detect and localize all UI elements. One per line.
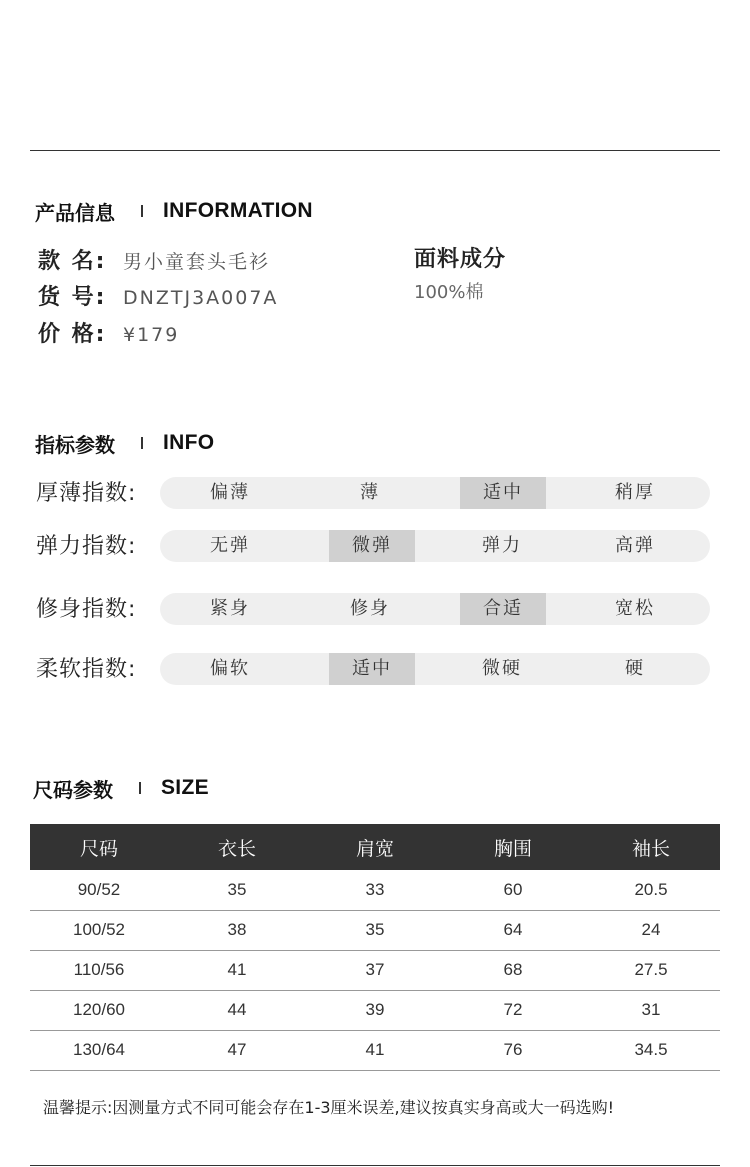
table-header-cell: 肩宽 (306, 824, 444, 870)
metric-option: 无弹 (210, 535, 250, 556)
item-code-row (38, 280, 278, 311)
item-code-label: 货 号: (38, 285, 107, 310)
metric-label: 柔软指数: (36, 657, 137, 682)
table-cell: 41 (306, 1030, 444, 1070)
size-section-title (33, 773, 209, 803)
section-title-en: INFO (163, 431, 215, 454)
metric-option-selected: 合适 (460, 593, 546, 625)
table-header-row (30, 824, 720, 870)
table-cell: 33 (306, 870, 444, 910)
metric-label: 弹力指数: (36, 534, 137, 559)
price-row (38, 317, 179, 348)
table-cell: 60 (444, 870, 582, 910)
table-row (30, 870, 720, 910)
metric-option-selected: 微弹 (329, 530, 415, 562)
table-cell: 24 (582, 910, 720, 950)
table-cell: 31 (582, 990, 720, 1030)
style-name-value: 男小童套头毛衫 (123, 251, 271, 273)
table-header-cell: 胸围 (444, 824, 582, 870)
section-title-cn: 尺码参数 (33, 777, 113, 802)
metric-label: 修身指数: (36, 597, 137, 622)
section-title-cn: 产品信息 (35, 200, 115, 225)
metric-option-selected: 适中 (460, 477, 546, 509)
table-cell: 34.5 (582, 1030, 720, 1070)
fit-index-row (36, 593, 710, 627)
table-row (30, 910, 720, 950)
style-name-row (38, 244, 270, 275)
metric-option: 弹力 (482, 535, 522, 556)
table-cell: 110/56 (30, 950, 168, 990)
table-cell: 39 (306, 990, 444, 1030)
metric-scale-bar (160, 653, 710, 685)
table-cell: 100/52 (30, 910, 168, 950)
information-section-title (35, 196, 313, 226)
metric-option: 偏薄 (210, 482, 250, 503)
table-row (30, 1030, 720, 1070)
table-cell: 38 (168, 910, 306, 950)
table-cell: 35 (168, 870, 306, 910)
table-cell: 47 (168, 1030, 306, 1070)
table-header-cell: 尺码 (30, 824, 168, 870)
table-cell: 120/60 (30, 990, 168, 1030)
metric-label: 厚薄指数: (36, 481, 137, 506)
metric-option: 偏软 (210, 658, 250, 679)
metric-option: 高弹 (615, 535, 655, 556)
table-cell: 27.5 (582, 950, 720, 990)
elasticity-index-row (36, 530, 710, 564)
fabric-value: 100%棉 (414, 282, 484, 303)
softness-index-row (36, 653, 710, 687)
table-cell: 64 (444, 910, 582, 950)
table-cell: 90/52 (30, 870, 168, 910)
section-title-cn: 指标参数 (35, 432, 115, 457)
metric-option: 硬 (625, 658, 645, 679)
table-cell: 130/64 (30, 1030, 168, 1070)
fabric-title: 面料成分 (414, 247, 507, 272)
title-separator (141, 437, 143, 449)
metric-option: 微硬 (482, 658, 522, 679)
thickness-index-row (36, 477, 710, 511)
table-cell: 44 (168, 990, 306, 1030)
table-cell: 72 (444, 990, 582, 1030)
bottom-divider (30, 1165, 720, 1166)
section-title-en: INFORMATION (163, 199, 313, 222)
metric-scale-bar (160, 593, 710, 625)
metric-option: 宽松 (615, 598, 655, 619)
table-row (30, 990, 720, 1030)
table-cell: 76 (444, 1030, 582, 1070)
top-divider (30, 150, 720, 151)
table-cell: 35 (306, 910, 444, 950)
metrics-section-title (35, 428, 214, 458)
section-title-en: SIZE (161, 776, 209, 799)
price-value: ¥179 (123, 324, 180, 346)
fabric-composition (414, 242, 506, 304)
metric-scale-bar (160, 477, 710, 509)
price-label: 价 格: (38, 322, 107, 347)
metric-option: 紧身 (210, 598, 250, 619)
table-cell: 68 (444, 950, 582, 990)
table-header-cell: 袖长 (582, 824, 720, 870)
table-cell: 20.5 (582, 870, 720, 910)
metric-option: 薄 (360, 482, 380, 503)
title-separator (141, 205, 143, 217)
measurement-tip: 温馨提示:因测量方式不同可能会存在1-3厘米误差,建议按真实身高或大一码选购! (43, 1098, 615, 1117)
metric-scale-bar (160, 530, 710, 562)
item-code-value: DNZTJ3A007A (123, 287, 279, 309)
table-cell: 41 (168, 950, 306, 990)
title-separator (139, 782, 141, 794)
metric-option: 修身 (350, 598, 390, 619)
table-header-cell: 衣长 (168, 824, 306, 870)
metric-option-selected: 适中 (329, 653, 415, 685)
size-table (30, 824, 720, 1071)
style-name-label: 款 名: (38, 249, 107, 274)
table-cell: 37 (306, 950, 444, 990)
table-row (30, 950, 720, 990)
metric-option: 稍厚 (615, 482, 655, 503)
